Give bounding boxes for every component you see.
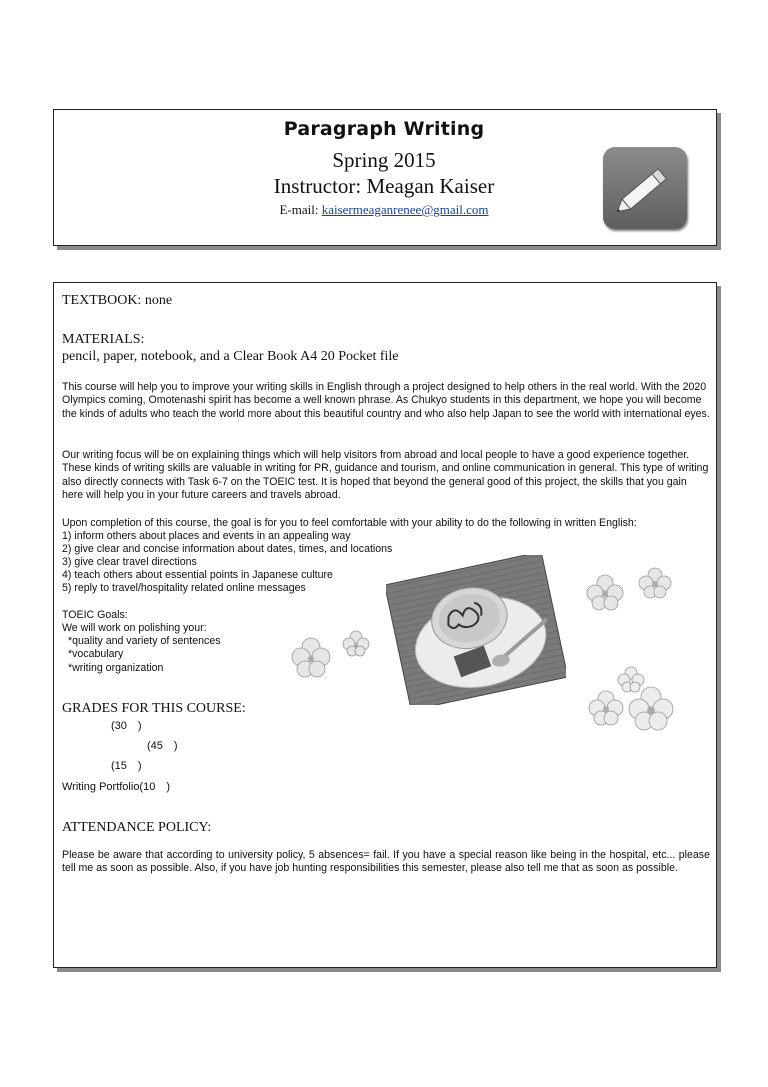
email-line <box>204 202 564 218</box>
textbook-line: TEXTBOOK: none <box>62 293 173 308</box>
grades-heading: GRADES FOR THIS COURSE: <box>62 701 246 716</box>
toeic-item: *quality and variety of sentences <box>68 635 221 647</box>
latte-photo <box>386 555 566 710</box>
toeic-item: *writing organization <box>68 662 164 674</box>
attendance-text: Please be aware that according to university policy, 5 absences= fail. If you have a special reason like being in the hospital, etc... please tell me as soon as possible. Also, if you have job hunting responsibilities this semester, please also tell me that as soon as possible. <box>62 849 710 875</box>
focus-paragraph: Our writing focus will be on explaining things which will help visitors from abroad and local people to have a good experience together. These kinds of writing skills are valuable in writing for PR, guidance and tourism, and online communication in general. This type of writing also directly connects with Task 6-7 on the TOEIC test. It is hoped that beyond the general good of this project, the skills that you gain here will help you in your future careers and travels abroad. <box>62 449 709 502</box>
header-box <box>53 109 717 246</box>
toeic-item: *vocabulary <box>68 648 124 660</box>
goal-item: 4) teach others about essential points in Japanese culture <box>62 569 333 581</box>
goal-item: 2) give clear and concise information about dates, times, and locations <box>62 543 393 555</box>
syllabus-body <box>53 282 717 968</box>
materials-text: pencil, paper, notebook, and a Clear Book A4 20 Pocket file <box>62 349 399 364</box>
flower-icon <box>586 661 686 736</box>
toeic-heading: TOEIC Goals: <box>62 609 128 621</box>
email-label: E-mail: <box>279 202 319 217</box>
grade-item: (30 ) <box>111 720 142 732</box>
materials-heading: MATERIALS: <box>62 332 145 347</box>
grade-item: (45 ) <box>147 740 178 752</box>
intro-paragraph: This course will help you to improve your writing skills in English through a project designed to help others in the real world. With the 2020 Olympics coming, Omotenashi spirit has become a well known phrase. As Chukyo students in this department, we hope you will become the kinds of adults who teach the world more about this beautiful country and who also help Japan to see the world with international eyes. <box>62 381 710 420</box>
attendance-heading: ATTENDANCE POLICY: <box>62 820 212 835</box>
course-title: Paragraph Writing <box>283 118 485 140</box>
goal-item: 5) reply to travel/hospitality related online messages <box>62 582 306 594</box>
flower-icon <box>580 563 680 628</box>
flower-icon <box>286 623 386 688</box>
semester: Spring 2015 <box>332 148 436 172</box>
goal-item: 3) give clear travel directions <box>62 556 197 568</box>
grade-item: Writing Portfolio(10 ) <box>62 781 170 793</box>
toeic-intro: We will work on polishing your: <box>62 622 207 634</box>
grade-item: (15 ) <box>111 760 142 772</box>
goals-intro: Upon completion of this course, the goal is for you to feel comfortable with your ability to do the following in written English: <box>62 517 637 529</box>
pencil-icon <box>603 147 687 229</box>
goal-item: 1) inform others about places and events in an appealing way <box>62 530 351 542</box>
email-link[interactable]: kaisermeaganrenee@gmail.com <box>321 202 489 217</box>
instructor: Instructor: Meagan Kaiser <box>273 174 495 198</box>
